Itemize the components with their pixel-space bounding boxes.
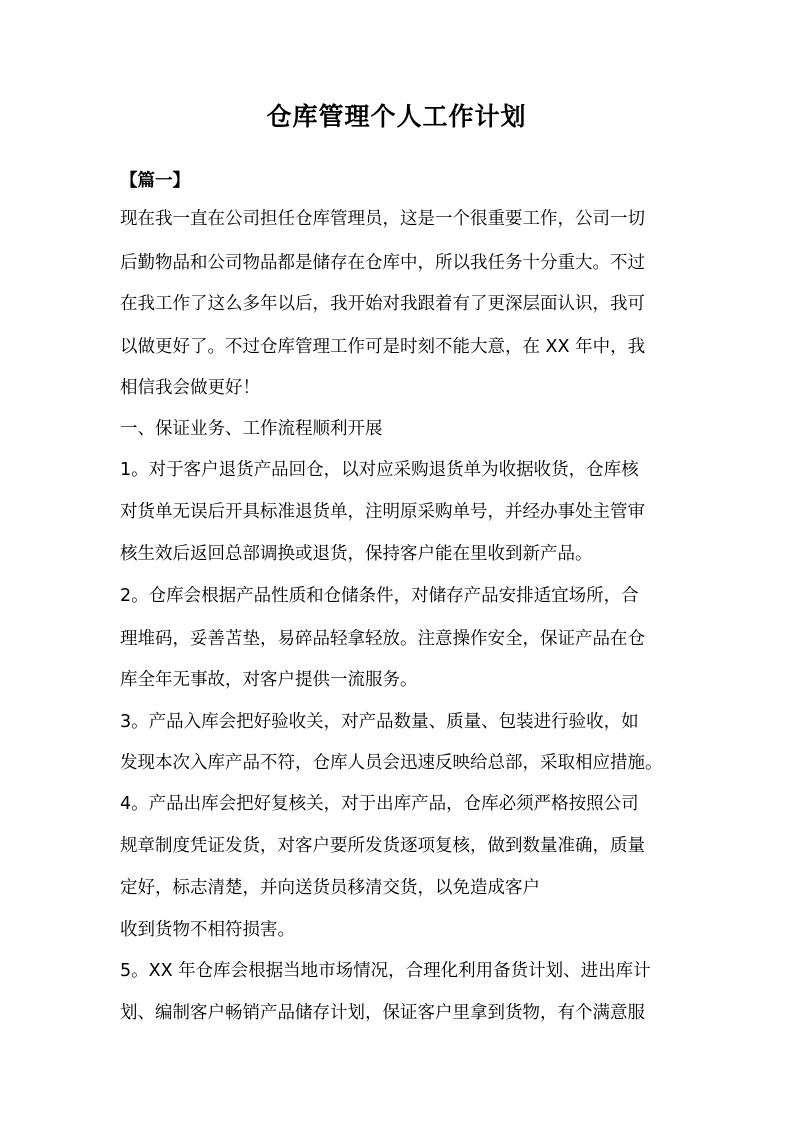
document-title: 仓库管理个人工作计划 <box>266 102 527 131</box>
paragraph-line: 后勤物品和公司物品都是储存在仓库中，所以我任务十分重大。不过 <box>120 253 645 273</box>
paragraph-line: 5。XX 年仓库会根据当地市场情况，合理化利用备货计划、进出库计 <box>120 961 651 981</box>
paragraph-line: 收到货物不相符损害。 <box>120 920 295 940</box>
paragraph-line: 在我工作了这么多年以后，我开始对我跟着有了更深层面认识，我可 <box>120 294 645 314</box>
section-label: 【篇一】 <box>120 171 190 191</box>
paragraph-line: 4。产品出库会把好复核关，对于出库产品，仓库必须严格按照公司 <box>120 794 639 814</box>
paragraph-line: 核生效后返回总部调换或退货，保持客户能在里收到新产品。 <box>120 544 593 564</box>
paragraph-line: 规章制度凭证发货，对客户要所发货逐项复核，做到数量准确，质量 <box>120 836 645 856</box>
paragraph-line: 理堆码，妥善苫垫，易碎品轻拿轻放。注意操作安全，保证产品在仓 <box>120 629 645 649</box>
paragraph-line: 相信我会做更好！ <box>120 378 260 398</box>
paragraph-line: 定好，标志清楚，并向送货员移清交货，以免造成客户 <box>120 878 540 898</box>
paragraph-line: 3。产品入库会把好验收关，对产品数量、质量、包装进行验收，如 <box>120 712 639 732</box>
paragraph-line: 划、编制客户畅销产品储存计划，保证客户里拿到货物，有个满意服 <box>120 1003 645 1023</box>
section-heading: 一、保证业务、工作流程顺利开展 <box>120 419 383 439</box>
paragraph-line: 发现本次入库产品不符，仓库人员会迅速反映给总部，采取相应措施。 <box>120 753 663 773</box>
paragraph-line: 1。对于客户退货产品回仓，以对应采购退货单为收据收货，仓库核 <box>120 460 639 480</box>
paragraph-line: 库全年无事故，对客户提供一流服务。 <box>120 670 418 690</box>
paragraph-line: 现在我一直在公司担任仓库管理员，这是一个很重要工作，公司一切 <box>120 209 645 229</box>
paragraph-line: 以做更好了。不过仓库管理工作可是时刻不能大意，在 XX 年中，我 <box>120 337 646 357</box>
paragraph-line: 对货单无误后开具标准退货单，注明原采购单号，并经办事处主管审 <box>120 502 645 522</box>
paragraph-line: 2。仓库会根据产品性质和仓储条件，对储存产品安排适宜场所，合 <box>120 586 639 606</box>
